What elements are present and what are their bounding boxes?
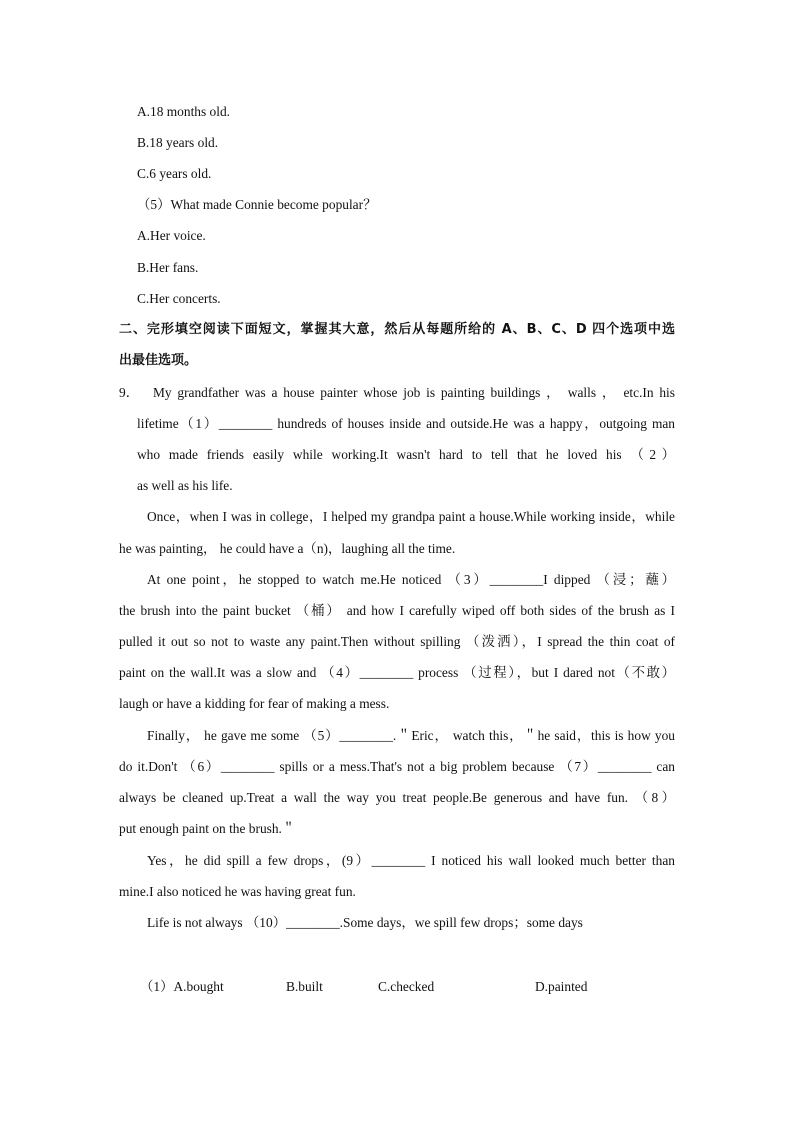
paragraph-line: mine.I also noticed he was having great fun. (119, 884, 356, 899)
paragraph-line: he was painting， he could have a（n)，laughing all the time. (119, 541, 456, 556)
paragraph-line: the brush into the paint bucket （桶） and how I carefully wiped off both sides of the brush as I (119, 603, 675, 618)
paragraph-line: At one point，he stopped to watch me.He noticed （3）________I dipped （浸；蘸） (147, 572, 675, 587)
paragraph-line: always be cleaned up.Treat a wall the way you treat people.Be generous and have fun. （8） (119, 790, 675, 805)
sub-question-5: （5）What made Connie become popular？ (137, 197, 377, 212)
section-heading-cont: 出最佳选项。 (119, 353, 198, 368)
paragraph-line: Once，when I was in college，I helped my grandpa paint a house.While working inside，while (147, 509, 675, 524)
question-number: 9． (119, 385, 140, 400)
option-c: C.Her concerts. (137, 291, 221, 306)
paragraph-line: put enough paint on the brush.＂ (119, 821, 296, 836)
paragraph-line: Life is not always （10）________.Some days，we spill few drops；some days (147, 915, 583, 930)
option-c: C.6 years old. (137, 166, 212, 181)
paragraph-line: paint on the wall.It was a slow and （4）________ process （过程），but I dared not（不敢） (119, 665, 675, 680)
option-a: A.Her voice. (137, 228, 206, 243)
paragraph-line: laugh or have a kidding for fear of making a mess. (119, 696, 390, 711)
option-c: C.checked (378, 979, 435, 994)
passage-line: as well as his life. (137, 478, 233, 493)
passage-line: My grandfather was a house painter whose job is painting buildings ， walls ， etc.In his (153, 385, 675, 400)
option-row-label: （1）A.bought (140, 979, 224, 994)
passage-line: lifetime（1）________ hundreds of houses inside and outside.He was a happy，outgoing man (137, 416, 675, 431)
paragraph-line: pulled it out so not to waste any paint.Then without spilling （泼洒），I spread the thin coat of (119, 634, 675, 649)
option-b: B.Her fans. (137, 260, 199, 275)
option-b: B.18 years old. (137, 135, 219, 150)
option-b: B.built (286, 979, 323, 994)
passage-line: who made friends easily while working.It wasn't hard to tell that he loved his （2） (137, 447, 675, 462)
option-a: A.18 months old. (137, 104, 230, 119)
option-d: D.painted (535, 979, 588, 994)
paragraph-line: do it.Don't （6）________ spills or a mess.That's not a big problem because （7）________ can (119, 759, 675, 774)
section-heading: 二、完形填空阅读下面短文，掌握其大意，然后从每题所给的 A、B、C、D 四个选项中选 (119, 322, 675, 337)
paragraph-line: Yes，he did spill a few drops，(9）________ I noticed his wall looked much better than (147, 853, 675, 868)
paragraph-line: Finally， he gave me some （5）________.＂Eric， watch this，＂he said，this is how you (147, 728, 675, 743)
